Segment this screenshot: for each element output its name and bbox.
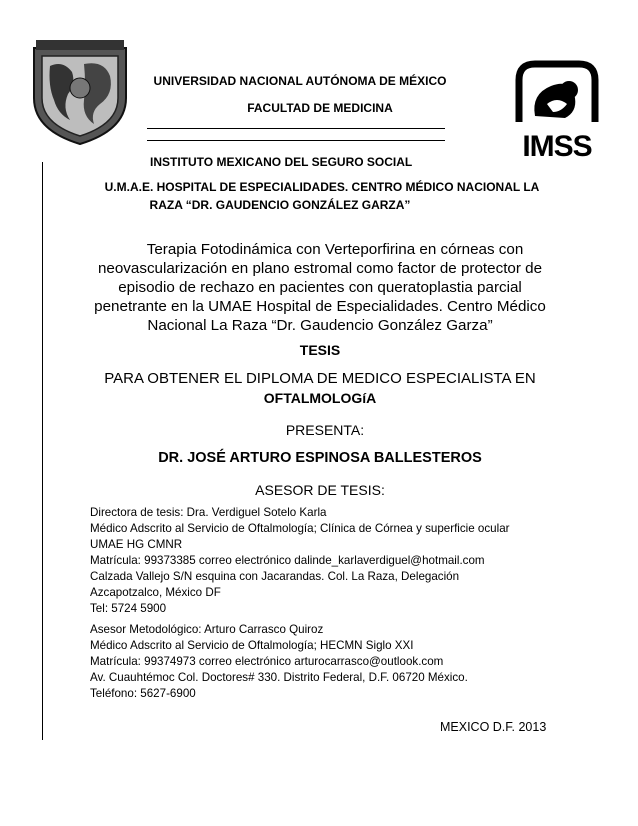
advisor-line: Av. Cuauhtémoc Col. Doctores# 330. Distrito Federal, D.F. 06720 México.	[90, 671, 468, 684]
tesis-label: TESIS	[299, 342, 341, 358]
advisor-line: Matrícula: 99374973 correo electrónico arturocarrasco@outlook.com	[90, 655, 444, 668]
thesis-title	[90, 240, 550, 335]
title-line: Terapia Fotodinámica con Verteporfirina en córneas con	[146, 241, 524, 258]
director-block	[90, 505, 560, 617]
director-line: UMAE HG CMNR	[90, 538, 183, 551]
advisor-line: Asesor Metodológico: Arturo Carrasco Quiroz	[90, 623, 324, 636]
footer-place-date: MEXICO D.F. 2013	[440, 720, 547, 734]
author-name: DR. JOSÉ ARTURO ESPINOSA BALLESTEROS	[158, 450, 482, 466]
margin-line	[42, 162, 43, 740]
unam-seal-icon	[28, 38, 132, 148]
director-line: Tel: 5724 5900	[90, 602, 167, 615]
director-line: Azcapotzalco, México DF	[90, 586, 221, 599]
header-divider-top	[147, 128, 445, 129]
asesor-heading: ASESOR DE TESIS:	[255, 482, 385, 498]
director-line: Calzada Vallejo S/N esquina con Jacarandas. Col. La Raza, Delegación	[90, 570, 460, 583]
institute-name: INSTITUTO MEXICANO DEL SEGURO SOCIAL	[150, 155, 413, 169]
university-name: UNIVERSIDAD NACIONAL AUTÓNOMA DE MÉXICO	[153, 74, 447, 88]
advisor-line: Médico Adscrito al Servicio de Oftalmología; HECMN Siglo XXI	[90, 639, 414, 652]
director-line: Directora de tesis: Dra. Verdiguel Sotelo Karla	[90, 506, 327, 519]
header-divider-bottom	[147, 140, 445, 141]
advisor-block	[90, 622, 560, 702]
purpose-line-2: OFTALMOLOGíA	[263, 390, 377, 406]
title-line: neovascularización en plano estromal como factor de protector de	[97, 260, 543, 277]
title-line: episodio de rechazo en pacientes con queratoplastia parcial	[118, 279, 522, 296]
title-line: penetrante en la UMAE Hospital de Especialidades. Centro Médico	[94, 298, 546, 315]
imss-logo-icon	[513, 60, 601, 162]
title-line: Nacional La Raza “Dr. Gaudencio González Garza”	[147, 317, 493, 334]
director-line: Matrícula: 99373385 correo electrónico dalinde_karlaverdiguel@hotmail.com	[90, 554, 485, 567]
hospital-line-2: RAZA “DR. GAUDENCIO GONZÁLEZ GARZA”	[149, 198, 411, 212]
faculty-name: FACULTAD DE MEDICINA	[247, 101, 393, 115]
advisor-line: Teléfono: 5627-6900	[90, 687, 196, 700]
director-line: Médico Adscrito al Servicio de Oftalmología; Clínica de Córnea y superficie ocular	[90, 522, 510, 535]
purpose-line-1: PARA OBTENER EL DIPLOMA DE MEDICO ESPECIALISTA EN	[104, 370, 536, 387]
presenta-label: PRESENTA:	[285, 422, 365, 438]
hospital-line-1: U.M.A.E. HOSPITAL DE ESPECIALIDADES. CENTRO MÉDICO NACIONAL LA	[104, 180, 540, 194]
imss-logo-text: IMSS	[522, 130, 592, 162]
